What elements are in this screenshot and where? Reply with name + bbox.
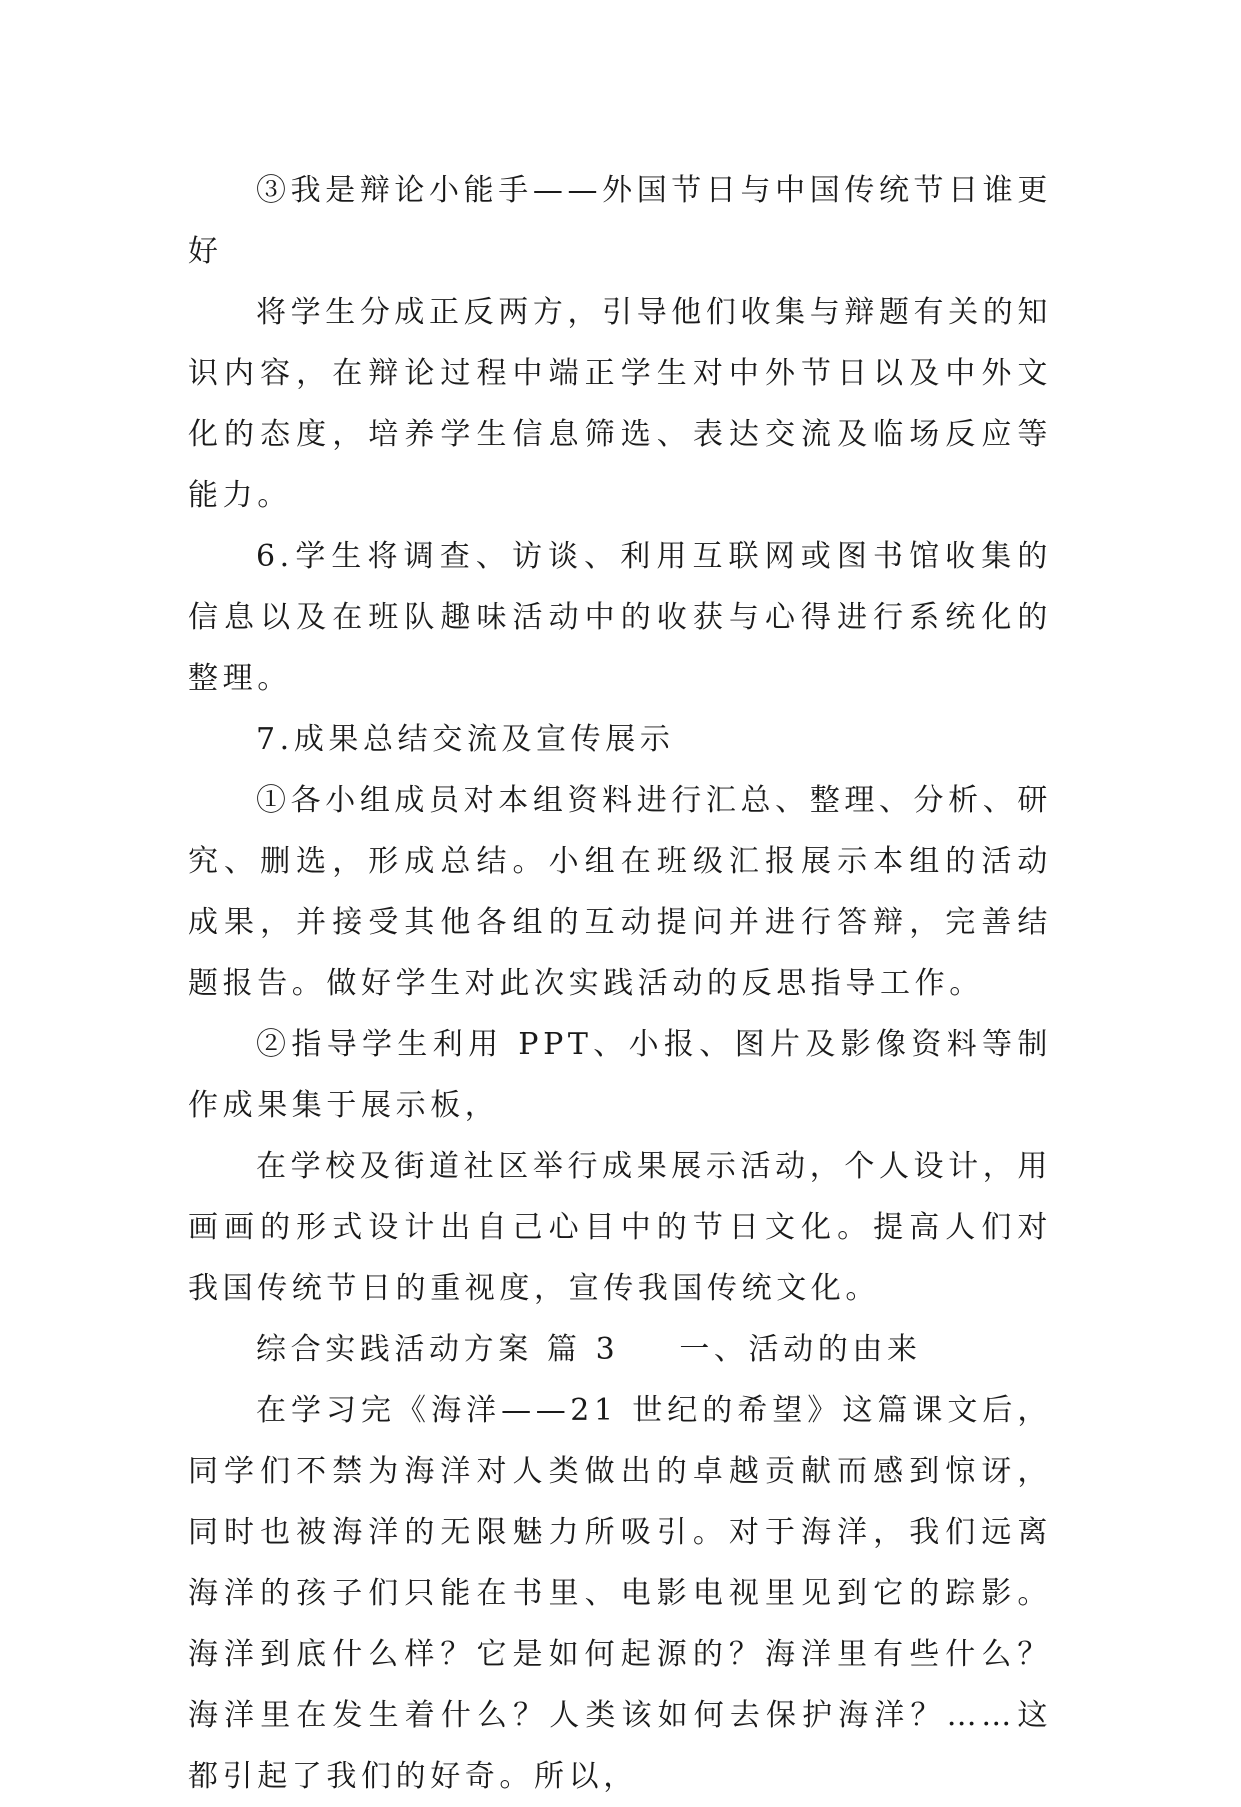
paragraph-exhibition: 在学校及街道社区举行成果展示活动，个人设计，用画画的形式设计出自己心目中的节日文化。提高人们对我国传统节日的重视度，宣传我国传统文化。 (188, 1149, 1052, 1306)
paragraph-step-6: 6.学生将调查、访谈、利用互联网或图书馆收集的信息以及在班队趣味活动中的收获与心得进行系统化的整理。 (188, 539, 1052, 696)
section-subtitle: 一、活动的由来 (679, 1332, 922, 1367)
paragraph-origin: 在学习完《海洋——21 世纪的希望》这篇课文后，同学们不禁为海洋对人类做出的卓越贡献而感到惊讶，同时也被海洋的无限魅力所吸引。对于海洋，我们远离海洋的孩子们只能在书里、电影电视里见到它的踪影。海洋到底什么样？它是如何起源的？海洋里有些什么？海洋里在发生着什么？人类该如何去保护海洋？……这都引起了我们的好奇。所以， (188, 1393, 1052, 1794)
paragraph-step-7: 7.成果总结交流及宣传展示 (256, 722, 675, 757)
paragraph-debate-description: 将学生分成正反两方，引导他们收集与辩题有关的知识内容，在辩论过程中端正学生对中外节日以及中外文化的态度，培养学生信息筛选、表达交流及临场反应等能力。 (188, 295, 1052, 513)
paragraph-guide-materials: ②指导学生利用 PPT、小报、图片及影像资料等制作成果集于展示板， (188, 1027, 1052, 1123)
paragraph-debate-title: ③我是辩论小能手——外国节日与中国传统节日谁更好 (188, 173, 1052, 269)
paragraph-summary-groups: ①各小组成员对本组资料进行汇总、整理、分析、研究、删选，形成总结。小组在班级汇报展示本组的活动成果，并接受其他各组的互动提问并进行答辩，完善结题报告。做好学生对此次实践活动的反思指导工作。 (188, 783, 1052, 1001)
section-title: 综合实践活动方案 篇 3 (256, 1332, 620, 1367)
section-heading (188, 1319, 1052, 1380)
document-body (188, 160, 1052, 1807)
